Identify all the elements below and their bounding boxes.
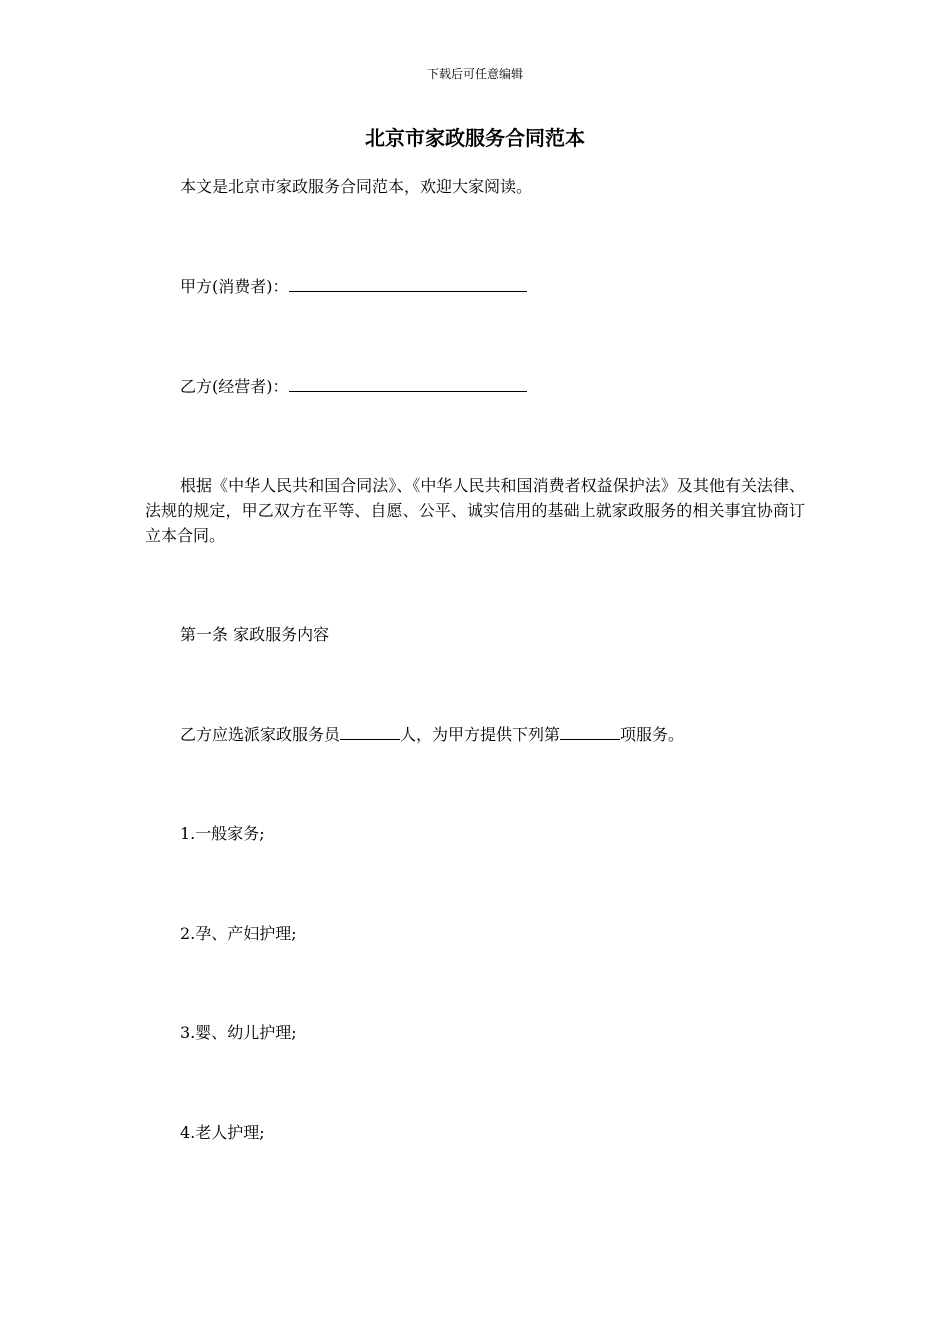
party-a-blank[interactable] <box>289 275 527 292</box>
service-item-2: 2.孕、产妇护理; <box>180 924 297 943</box>
assign-text-part3: 项服务。 <box>620 725 685 744</box>
party-a-line <box>145 274 805 299</box>
staff-count-blank[interactable] <box>340 723 400 740</box>
assign-text-part1: 乙方应选派家政服务员 <box>180 725 341 744</box>
document-title: 北京市家政服务合同范本 <box>365 126 585 150</box>
service-item-blank[interactable] <box>560 723 620 740</box>
party-b-line <box>145 374 805 399</box>
header-note: 下载后可任意编辑 <box>426 67 523 81</box>
preamble-paragraph: 根据《中华人民共和国合同法》、《中华人民共和国消费者权益保护法》及其他有关法律、法规的规定，甲乙双方在平等、自愿、公平、诚实信用的基础上就家政服务的相关事宜协商订立本合同。 <box>145 476 805 545</box>
service-item-4: 4.老人护理; <box>180 1123 265 1142</box>
service-item-3: 3.婴、幼儿护理; <box>180 1023 297 1042</box>
party-a-label: 甲方(消费者)： <box>180 277 289 296</box>
assign-line <box>145 722 805 747</box>
assign-text-part2: 人，为甲方提供下列第 <box>400 725 561 744</box>
party-b-blank[interactable] <box>289 375 527 392</box>
party-b-label: 乙方(经营者)： <box>180 377 289 396</box>
service-item-1: 1.一般家务; <box>180 824 265 843</box>
article1-heading: 第一条 家政服务内容 <box>180 625 330 644</box>
intro-paragraph: 本文是北京市家政服务合同范本，欢迎大家阅读。 <box>180 177 533 196</box>
